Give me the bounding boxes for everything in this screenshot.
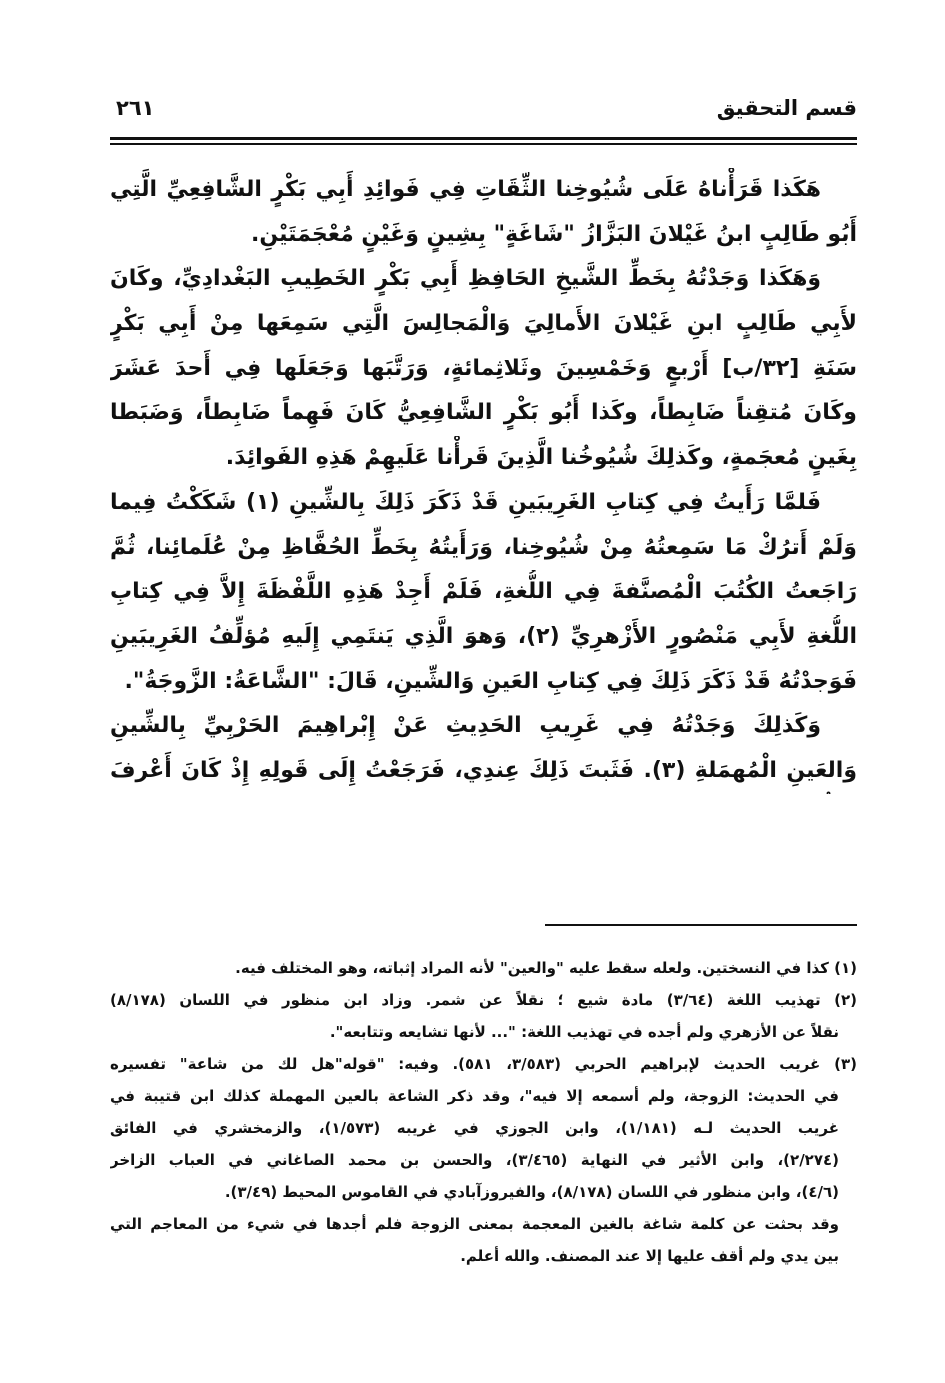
footnote-line: نقلاً عن الأزهري ولم أجده في تهذيب اللغة: "... لأنها تشايعه وتتابعه".: [329, 1023, 839, 1041]
text-line: سَنَةِ [٣٢/ب] أَرْبعٍ وَخَمْسِينَ وثَلاثِمائةٍ، وَرَتَّبَها وَجَعَلَها فِي أَحدَ عَشَرَ: [110, 355, 857, 381]
footnote-line: (١) كذا في النسختين. ولعله سقط عليه "والعين" لأنه المراد إثباته، وهو المختلف فيه.: [235, 959, 857, 977]
main-text: [110, 168, 857, 794]
text-line: وَالعَينِ الْمُهمَلةِ (٣). فَثَبتَ ذَلِكَ عِندِي، فَرَجَعْتُ إِلَى قَولِهِ إِذْ كَانَ أَعْرفَ: [110, 757, 857, 783]
header-rule-thin: [110, 143, 857, 145]
text-line: فَلمَّا رَأَيتُ فِي كِتابِ الغَرِيبَينِ قَدْ ذَكَرَ ذَلِكَ بِالشِّينِ (١) شَكَكْتُ فِيما: [110, 489, 821, 515]
text-line: وَهَكَذا وَجَدْتُهُ بِخَطِّ الشَّيخِ الحَافِظِ أَبِي بَكْرٍ الخَطِيبِ البَغْدادِيِّ، وكَانَ: [110, 266, 821, 292]
text-line: هَكَذا قَرَأْناهُ عَلَى شُيُوخِنا الثِّقَاتِ فِي فَوائِدِ أَبِي بَكْرٍ الشَّافِعِيِّ الَّتِي: [110, 177, 821, 202]
footnote-line: غريب الحديث لـه (١/١٨١)، وابن الجوزي في غريبه (١/٥٧٣)، والزمخشري في الفائق: [110, 1119, 839, 1137]
footnotes: [110, 952, 857, 1272]
footnote-line: وقد بحثت عن كلمة شاغة بالغين المعجمة بمعنى الزوجة فلم أجدها في شيء من المعاجم التي: [110, 1215, 839, 1233]
text-line: وكَانَ مُتقِناً ضَابِطاً، وكَذا أَبُو بَكْرٍ الشَّافِعِيُّ كَانَ فَهِماً ضَابِطاً، وَضَبَطا: [110, 400, 857, 426]
footnote-separator: [545, 924, 857, 926]
page-number: ٢٦١: [116, 96, 155, 120]
footnote-line: بين يدي ولم أقف عليها إلا عند المصنف. والله أعلم.: [460, 1247, 839, 1265]
text-line: رَاجَعتُ الكُتُبَ الْمُصنَّفةَ فِي اللُّغةِ، فَلَمْ أَجِدْ هَذِهِ اللَّفْظَةَ إِلاَّ فِي كِتابِ: [110, 579, 857, 605]
section-title: قسم التحقيق: [716, 96, 857, 120]
footnote-line: (٣) غريب الحديث لإبراهيم الحربي (٣/٥٨٣، ٥٨١). وفيه: "قوله"هل لك من شاعة" تفسيره: [110, 1055, 857, 1073]
text-line: فَوَجدْتُهُ قَدْ ذَكَرَ ذَلِكَ فِي كِتابِ العَينِ وَالشِّينِ، قَالَ: "الشَّاعَةُ: الزَّوجَةُ".: [124, 668, 857, 694]
footnote-line: (٢) تهذيب اللغة (٣/٦٤) مادة شيع ؛ نقلاً عن شمر. وزاد ابن منظور في اللسان (٨/١٧٨): [110, 991, 857, 1009]
footnote-line: في الحديث: الزوجة، ولم أسمعه إلا فيه"، وقد ذكر الشاعة بالعين المهملة كذلك ابن قتيبة في: [110, 1087, 839, 1105]
text-line: اللُّغةِ لأَبِي مَنْصُورٍ الأَزْهرِيِّ (٢)، وَهوَ الَّذِي يَنتَمِي إِلَيهِ مُؤلِّفُ الغَرِيبَينِ: [110, 623, 857, 649]
header-rule-thick: [110, 137, 857, 140]
text-line: أَبُو طَالِبٍ ابنُ غَيْلانَ البَزَّازُ "شَاغَةٍ" بِشِينٍ وَغَيْنٍ مُعْجَمَتَيْنِ.: [250, 221, 857, 247]
footnote-line: (٢/٢٧٤)، وابن الأثير في النهاية (٣/٤٦٥)، والحسن بن محمد الصاغاني في العباب الزاخر: [110, 1151, 840, 1169]
text-line: لأَبِي طَالِبٍ ابنِ غَيْلانَ الأَمالِيَ وَالْمَجالِسَ الَّتِي سَمِعَها مِنْ أَبِي بَكْرٍ: [110, 311, 857, 337]
text-line: وَلَمْ أَترُكْ مَا سَمِعتُهُ مِنْ شُيُوخِنا، وَرَأَيتُهُ بِخَطِّ الحُفَّاظِ مِنْ عُلَمائِنا، ثُمَّ: [110, 534, 857, 560]
text-line: وَكَذلِكَ وَجَدْتُهُ فِي غَرِيبِ الحَدِيثِ عَنْ إِبْراهِيمَ الحَرْبِيِّ بِالشِّينِ: [110, 713, 821, 739]
text-line: بِغَينٍ مُعجَمةٍ، وكَذلِكَ شُيُوخُنا الَّذِينَ قَرأْنا عَلَيهِمْ هَذِهِ الفَوائِدَ.: [225, 445, 857, 471]
footnote-line: (٤/٦)، وابن منظور في اللسان (٨/١٧٨)، والفيروزآبادي في القاموس المحيط (٣/٤٩).: [224, 1183, 839, 1201]
